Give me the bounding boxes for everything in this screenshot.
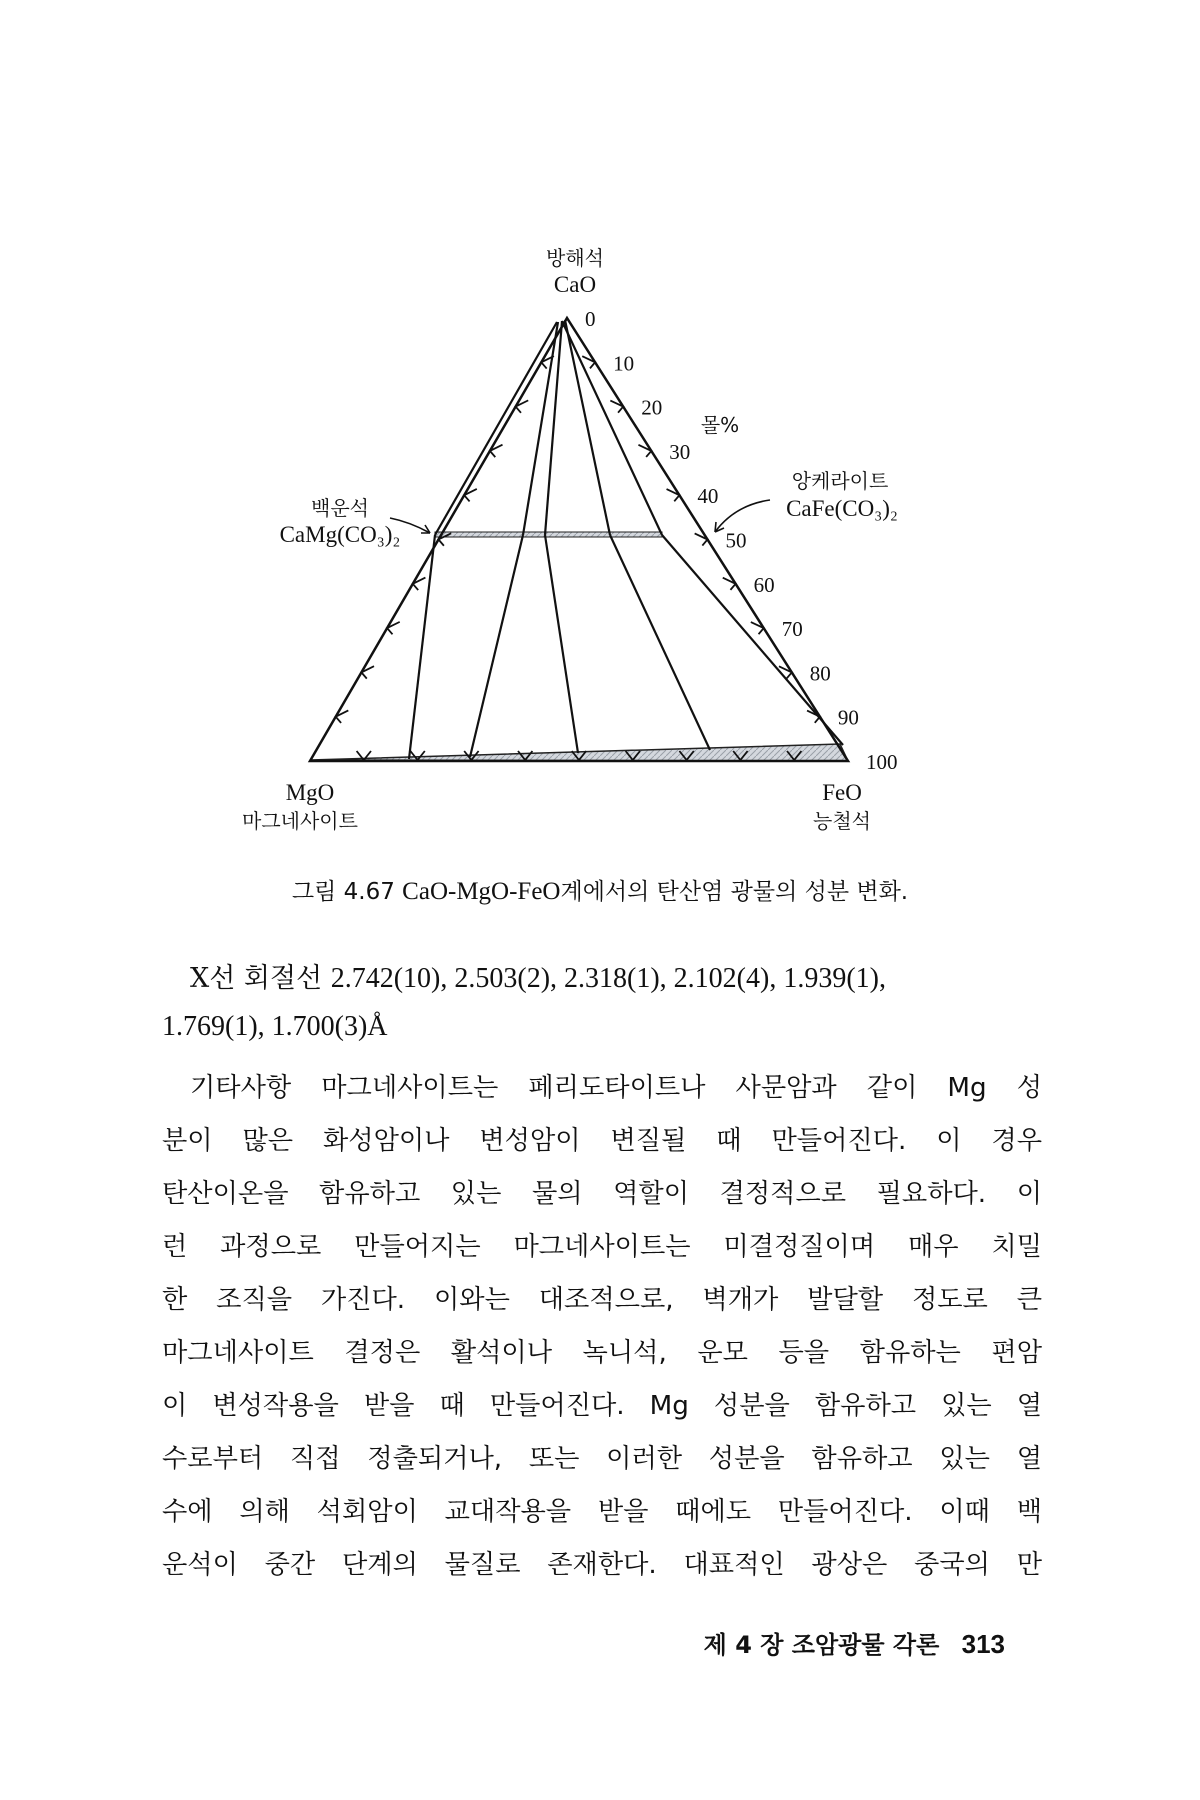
ankerite-korean-label: 앙케라이트 <box>791 469 889 493</box>
tie-line <box>470 535 523 757</box>
page-footer <box>704 1625 1005 1660</box>
body-paragraph <box>162 1062 1042 1592</box>
ankerite-pointer-arrow <box>715 500 770 532</box>
calcite-korean-label: 방해석 <box>546 246 604 270</box>
body-line: 이 변성작용을 받을 때 만들어진다. Mg 성분을 함유하고 있는 열 <box>162 1391 1042 1421</box>
xray-values-line2: 1.769(1), 1.700(3)Å <box>162 1011 388 1042</box>
figure-caption <box>0 873 1200 906</box>
body-line: 한 조직을 가진다. 이와는 대조적으로, 벽개가 발달할 정도로 큰 <box>162 1285 1042 1315</box>
dolomite-korean-label: 백운석 <box>311 496 369 520</box>
caption-system: CaO-MgO-FeO <box>402 878 561 905</box>
tie-line <box>610 535 710 750</box>
scale-tick-label: 90 <box>837 705 859 730</box>
scale-tick-label: 40 <box>697 484 719 509</box>
tie-line <box>562 321 662 535</box>
body-line: 분이 많은 화성암이나 변성암이 변질될 때 만들어진다. 이 경우 <box>162 1126 1042 1156</box>
body-line: 런 과정으로 만들어지는 마그네사이트는 미결정질이며 매우 치밀 <box>162 1232 1042 1262</box>
page-number: 313 <box>961 1629 1005 1659</box>
body-line: 탄산이온을 함유하고 있는 물의 역할이 결정적으로 필요하다. 이 <box>162 1179 1042 1209</box>
scale-tick-label: 0 <box>585 307 596 331</box>
scale-tick-label: 30 <box>669 439 691 464</box>
caption-text: 계에서의 탄산염 광물의 성분 변화. <box>560 879 909 905</box>
siderite-formula-label: FeO <box>822 780 862 805</box>
scale-tick-label: 50 <box>725 528 747 553</box>
scale-tick-label: 70 <box>781 617 803 642</box>
body-line: 마그네사이트 결정은 활석이나 녹니석, 운모 등을 함유하는 편암 <box>162 1338 1042 1368</box>
tie-line <box>662 535 843 745</box>
body-line: 기타사항 마그네사이트는 페리도타이트나 사문암과 같이 Mg 성 <box>190 1073 1042 1103</box>
scale-tick-label: 20 <box>641 395 663 420</box>
edge-tick-marks <box>336 356 820 760</box>
tie-line <box>435 322 557 535</box>
magnesite-korean-label: 마그네사이트 <box>242 809 358 833</box>
xray-label: X선 회절선 <box>190 963 323 994</box>
scale-tick-label: 100 <box>866 750 898 774</box>
body-line: 운석이 중간 단계의 물질로 존재한다. 대표적인 광상은 중국의 만 <box>162 1550 1042 1580</box>
scale-tick-labels <box>585 307 898 774</box>
ternary-diagram <box>0 0 1200 870</box>
siderite-korean-label: 능철석 <box>813 809 871 833</box>
xray-values-line1: 2.742(10), 2.503(2), 2.318(1), 2.102(4), 1.939(1), <box>330 963 886 994</box>
tie-line <box>545 535 578 753</box>
body-line: 수로부터 직접 정출되거나, 또는 이러한 성분을 함유하고 있는 열 <box>162 1444 1042 1474</box>
calcite-formula-label: CaO <box>553 272 597 297</box>
scale-tick-label: 80 <box>809 661 831 686</box>
scale-tick-label: 10 <box>613 351 635 376</box>
dolomite-formula-label: CaMg(CO₃)₂ <box>279 522 401 547</box>
chapter-title: 제 4 장 조암광물 각론 <box>703 1631 940 1659</box>
ankerite-formula-label: CaFe(CO₃)₂ <box>786 496 898 521</box>
xray-diffraction-section <box>162 955 1042 1051</box>
body-line: 수에 의해 석회암이 교대작용을 받을 때에도 만들어진다. 이때 백 <box>162 1497 1042 1527</box>
caption-figure-number: 그림 4.67 <box>291 879 395 905</box>
dolomite-ankerite-band <box>435 532 662 537</box>
magnesite-formula-label: MgO <box>285 780 335 805</box>
scale-unit-label: 몰% <box>700 413 740 437</box>
scale-tick-label: 60 <box>753 572 775 597</box>
